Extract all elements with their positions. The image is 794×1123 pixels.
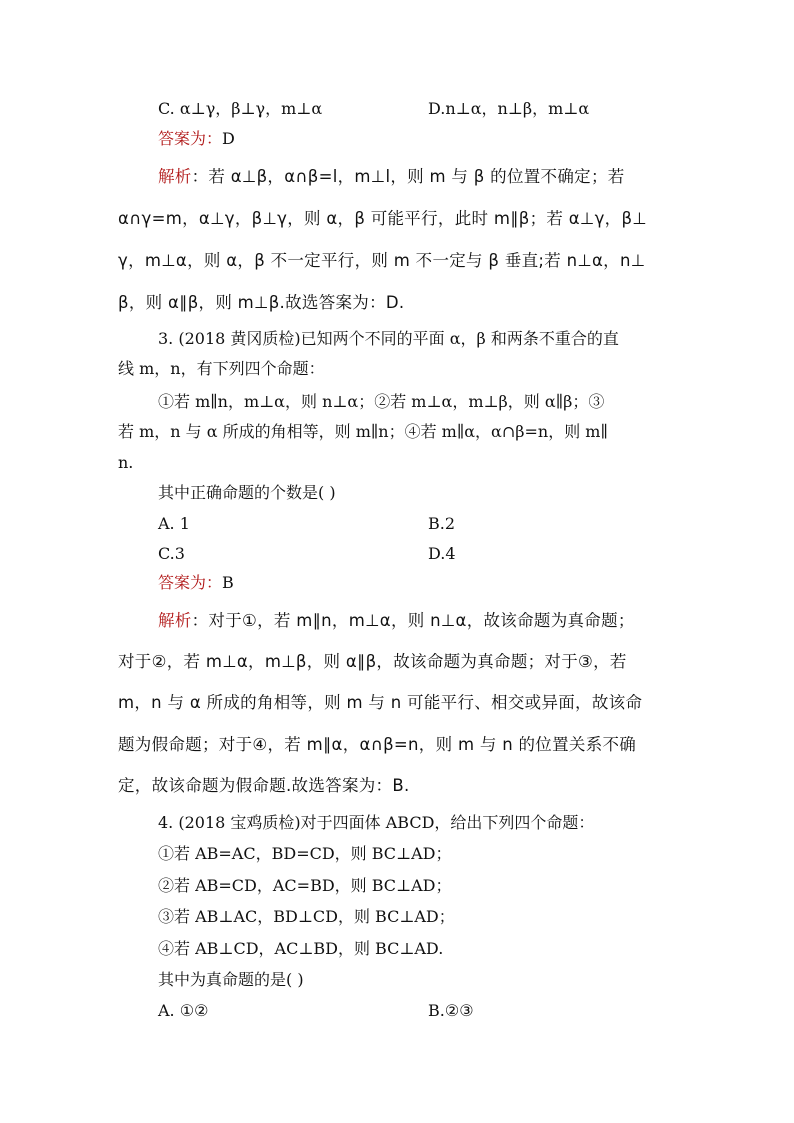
q3-stem-line-1: 3. (2018 黄冈质检)已知两个不同的平面 α，β 和两条不重合的直 — [158, 329, 619, 348]
q4-proposition-1: ①若 AB=AC，BD=CD，则 BC⊥AD； — [158, 844, 452, 863]
q4-question: 其中为真命题的是( ) — [158, 970, 304, 989]
q3-stem-line-3: ①若 m∥n，m⊥α，则 n⊥α；②若 m⊥α，m⊥β，则 α∥β；③ — [158, 392, 605, 411]
q3-stem-line-5: n. — [118, 453, 134, 472]
q3-analysis-line-1: 解析：对于①，若 m∥n，m⊥α，则 n⊥α，故该命题为真命题； — [158, 611, 635, 630]
answer-value: B — [222, 573, 234, 592]
q3-answer — [158, 572, 718, 594]
q3-option-c: C.3 — [158, 544, 185, 563]
q2-option-c: C. α⊥γ，β⊥γ，m⊥α — [158, 99, 323, 118]
analysis-label: 解析 — [158, 167, 192, 186]
q4-option-b: B.②③ — [428, 1001, 474, 1020]
answer-label: 答案为： — [158, 573, 223, 592]
q4-option-a: A. ①② — [158, 1001, 209, 1020]
q4-proposition-4: ④若 AB⊥CD，AC⊥BD，则 BC⊥AD. — [158, 939, 444, 958]
q2-answer — [158, 128, 718, 150]
q3-analysis-line-5: 定，故该命题为假命题.故选答案为：B. — [118, 776, 410, 795]
q2-option-d: D.n⊥α，n⊥β，m⊥α — [428, 99, 590, 118]
analysis-label: 解析 — [158, 611, 192, 630]
q3-stem-line-6: 其中正确命题的个数是( ) — [158, 483, 336, 502]
q4-proposition-2: ②若 AB=CD，AC=BD，则 BC⊥AD； — [158, 876, 452, 895]
q2-analysis-line-1: 解析：若 α⊥β，α∩β=l，m⊥l，则 m 与 β 的位置不确定；若 — [158, 167, 625, 186]
answer-value: D — [222, 129, 235, 148]
q2-analysis-line-3: γ，m⊥α，则 α，β 不一定平行，则 m 不一定与 β 垂直;若 n⊥α，n⊥ — [118, 251, 646, 270]
q3-stem-line-4: 若 m，n 与 α 所成的角相等，则 m∥n；④若 m∥α，α∩β=n，则 m∥ — [118, 422, 608, 441]
q2-analysis-line-2: α∩γ=m，α⊥γ，β⊥γ，则 α，β 可能平行，此时 m∥β；若 α⊥γ，β⊥ — [118, 209, 647, 228]
q3-option-b: B.2 — [428, 514, 456, 533]
q3-analysis-line-4: 题为假命题；对于④，若 m∥α，α∩β=n，则 m 与 n 的位置关系不确 — [118, 735, 637, 754]
q3-analysis-line-3: m，n 与 α 所成的角相等，则 m 与 n 可能平行、相交或异面，故该命 — [118, 693, 643, 712]
q4-stem-line-1: 4. (2018 宝鸡质检)对于四面体 ABCD，给出下列四个命题： — [158, 813, 595, 832]
q3-stem-line-2: 线 m，n，有下列四个命题： — [118, 359, 325, 378]
q2-analysis-line-4: β，则 α∥β，则 m⊥β.故选答案为：D. — [118, 293, 405, 312]
q3-option-a: A. 1 — [158, 514, 190, 533]
q3-analysis-line-2: 对于②，若 m⊥α，m⊥β，则 α∥β，故该命题为真命题；对于③，若 — [118, 652, 627, 671]
q3-option-d: D.4 — [428, 544, 456, 563]
q4-proposition-3: ③若 AB⊥AC，BD⊥CD，则 BC⊥AD； — [158, 907, 455, 926]
answer-label: 答案为： — [158, 129, 223, 148]
